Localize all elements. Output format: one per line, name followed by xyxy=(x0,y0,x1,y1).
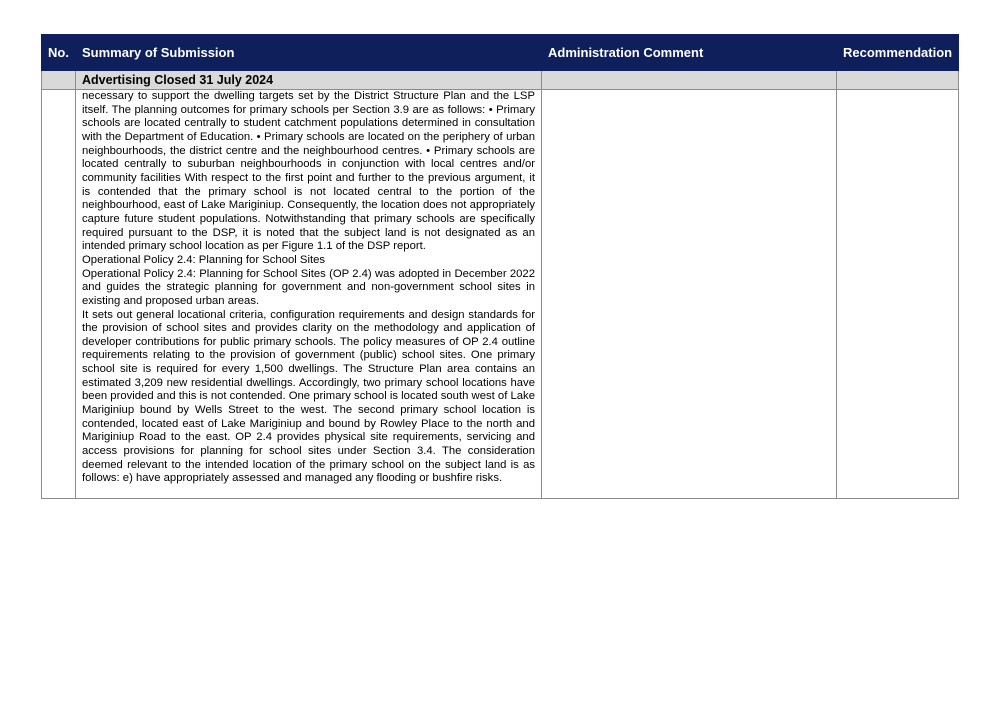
summary-paragraph: It sets out general locational criteria, configuration requirements and design standards for the provision of school sites and provides clarity on the methodology and application of developer contributions for public primary schools. The policy measures of OP 2.4 outline requirements relating to the provision of government (public) school sites. One primary school site is required for every 1,500 dwellings. The Structure Plan area contains an estimated 3,209 new residential dwellings. Accordingly, two primary school locations have been provided and this is not contended. One primary school is located south west of Lake Mariginiup bound by Wells Street to the west. The second primary school location is contended, located east of Lake Mariginiup and bound by Rowley Place to the north and Mariginiup Road to the east. OP 2.4 provides physical site requirements, servicing and access provisions for planning for school sites under Section 3.4. The consideration deemed relevant to the intended location of the primary school on the subject land is as follows: e) have appropriately assessed and managed any flooding or bushfire risks. xyxy=(82,308,535,485)
header-recommendation: Recommendation xyxy=(837,35,959,71)
submissions-table xyxy=(41,34,959,499)
table-header xyxy=(42,35,959,71)
header-summary: Summary of Submission xyxy=(76,35,542,71)
summary-paragraph: Operational Policy 2.4: Planning for School Sites xyxy=(82,253,326,266)
summary-paragraph: Operational Policy 2.4: Planning for School Sites (OP 2.4) was adopted in December 2022 and guides the strategic planning for government and non-government school sites in existing and proposed urban areas. xyxy=(82,267,535,307)
header-row xyxy=(42,35,959,71)
row-no-cell xyxy=(42,90,76,499)
section-title: Advertising Closed 31 July 2024 xyxy=(76,71,542,90)
recommendation-cell xyxy=(837,90,959,499)
table-body xyxy=(42,71,959,499)
header-admin-comment: Administration Comment xyxy=(542,35,837,71)
section-no-cell xyxy=(42,71,76,90)
section-admin-cell xyxy=(542,71,837,90)
header-no: No. xyxy=(42,35,76,71)
section-recommendation-cell xyxy=(837,71,959,90)
admin-comment-cell xyxy=(542,90,837,499)
summary-paragraph: necessary to support the dwelling targets set by the District Structure Plan and the LSP itself. The planning outcomes for primary schools per Section 3.9 are as follows: • Primary schools are located centrally to student catchment populations determined in consultation with the Department of Education. • Primary schools are located on the periphery of urban neighbourhoods, the district centre and the neighbourhood centres. • Primary schools are located centrally to suburban neighbourhoods in conjunction with local centres and/or community facilities With respect to the first point and further to the previous argument, it is contended that the primary school is not located central to the portion of the neighbourhood, east of Lake Mariginiup. Consequently, the location does not appropriately capture future student populations. Notwithstanding that primary schools are specifically required pursuant to the DSP, it is noted that the subject land is not designated as an intended primary school location as per Figure 1.1 of the DSP report. xyxy=(82,90,535,253)
table-row xyxy=(42,90,959,499)
summary-cell xyxy=(76,90,542,499)
section-row xyxy=(42,71,959,90)
